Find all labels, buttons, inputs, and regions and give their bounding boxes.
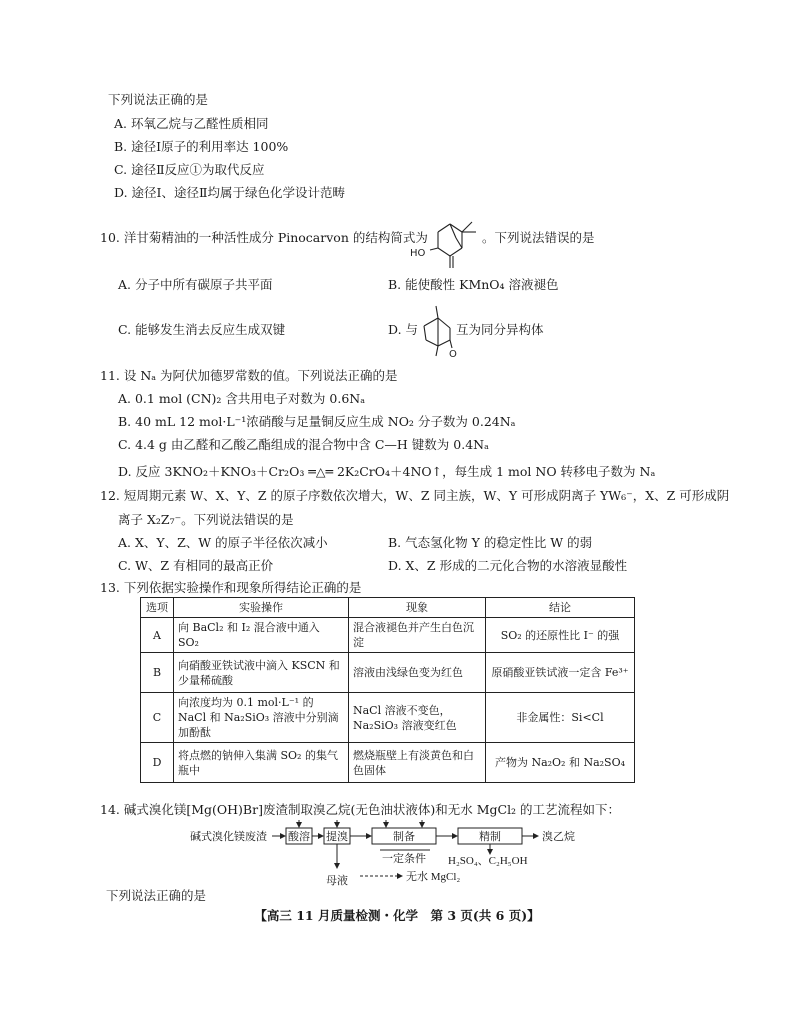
row-conclusion: 原硝酸亚铁试液一定含 Fe³⁺ (486, 653, 635, 693)
o-label: O (449, 349, 457, 358)
q11-option-c: C. 4.4 g 由乙醛和乙酸乙酯组成的混合物中含 C—H 键数为 0.4Nₐ (118, 437, 489, 452)
q10-stem-a: 10. 洋甘菊精油的一种活性成分 Pinocarvon 的结构简式为 (100, 230, 428, 245)
q12-option-c: C. W、Z 有相同的最高正价 (118, 558, 274, 573)
row-conclusion: 产物为 Na₂O₂ 和 Na₂SO₄ (486, 743, 635, 783)
isomer-structure-image (414, 300, 460, 358)
q9-option-a: A. 环氧乙烷与乙醛性质相同 (114, 116, 269, 131)
q10-option-c: C. 能够发生消去反应生成双键 (118, 322, 286, 337)
table-row (141, 618, 635, 653)
q12-stem-line2: 离子 X₂Z₇⁻。下列说法错误的是 (118, 512, 294, 527)
q11-option-d: D. 反应 3KNO₂＋KNO₃＋Cr₂O₃ ═△═ 2K₂CrO₄＋4NO↑，每生成 1 mol NO 转移电子数为 Nₐ (118, 464, 656, 479)
q10-option-d-b: 互为同分异构体 (456, 322, 544, 337)
row-conclusion: 非金属性：Si<Cl (486, 693, 635, 743)
row-label: D (141, 743, 174, 783)
row-operation: 向 BaCl₂ 和 I₂ 混合液中通入 SO₂ (174, 618, 349, 653)
q11-option-b: B. 40 mL 12 mol·L⁻¹浓硝酸与足量铜反应生成 NO₂ 分子数为 0.24Nₐ (118, 414, 516, 429)
q13-stem: 13. 下列依据实验操作和现象所得结论正确的是 (100, 580, 362, 595)
header-operation: 实验操作 (174, 598, 349, 618)
flow-start: 碱式溴化镁废渣 (190, 831, 267, 843)
flow-mother-liquor: 母液 (326, 875, 348, 886)
table-row (141, 693, 635, 743)
row-conclusion: SO₂ 的还原性比 I⁻ 的强 (486, 618, 635, 653)
flow-box4-label: 精制 (479, 831, 501, 843)
page-footer: 【高三 11 月质量检测・化学 第 3 页(共 6 页)】 (254, 908, 540, 923)
process-flow-diagram (190, 820, 620, 886)
row-phenomenon: NaCl 溶液不变色，Na₂SiO₃ 溶液变红色 (349, 693, 486, 743)
q9-prompt: 下列说法正确的是 (108, 92, 209, 107)
q9-option-d: D. 途径Ⅰ、途径Ⅱ均属于绿色化学设计范畴 (114, 185, 345, 200)
row-label: A (141, 618, 174, 653)
q9-option-b: B. 途径Ⅰ原子的利用率达 100% (114, 139, 289, 154)
row-operation: 向浓度均为 0.1 mol·L⁻¹ 的 NaCl 和 Na₂SiO₃ 溶液中分别滴加酚酞 (174, 693, 349, 743)
q14-stem: 14. 碱式溴化镁[Mg(OH)Br]废渣制取溴乙烷(无色油状液体)和无水 MgCl₂ 的工艺流程如下： (100, 802, 621, 817)
pinocarvone-structure-image (410, 212, 482, 270)
row-phenomenon: 燃烧瓶壁上有淡黄色和白色固体 (349, 743, 486, 783)
table-row (141, 653, 635, 693)
row-operation: 将点燃的钠伸入集满 SO₂ 的集气瓶中 (174, 743, 349, 783)
row-phenomenon: 溶液由浅绿色变为红色 (349, 653, 486, 693)
row-phenomenon: 混合液褪色并产生白色沉淀 (349, 618, 486, 653)
header-phenomenon: 现象 (349, 598, 486, 618)
ho-label: HO (410, 248, 426, 259)
flow-box2-label: 提溴 (326, 831, 348, 843)
row-label: C (141, 693, 174, 743)
flow-product: 溴乙烷 (542, 831, 575, 843)
flow-box1-label: 酸溶 (288, 831, 310, 843)
q11-option-a: A. 0.1 mol (CN)₂ 含共用电子对数为 0.6Nₐ (118, 391, 366, 406)
header-option: 选项 (141, 598, 174, 618)
q14-prompt: 下列说法正确的是 (106, 888, 207, 903)
flow-box3-label: 制备 (393, 831, 415, 843)
experiment-table (140, 597, 635, 783)
row-operation: 向硝酸亚铁试液中滴入 KSCN 和少量稀硫酸 (174, 653, 349, 693)
q9-option-c: C. 途径Ⅱ反应①为取代反应 (114, 162, 265, 177)
flow-anhydrous-mgcl2: 无水 MgCl₂ (406, 871, 461, 883)
q12-option-a: A. X、Y、Z、W 的原子半径依次减小 (118, 535, 328, 550)
flow-condition: 一定条件 (382, 853, 426, 865)
q10-option-b: B. 能使酸性 KMnO₄ 溶液褪色 (388, 277, 559, 292)
table-header-row (141, 598, 635, 618)
q12-stem-line1: 12. 短周期元素 W、X、Y、Z 的原子序数依次增大，W、Z 同主族，W、Y 可形成阴离子 YW₆⁻，X、Z 可形成阴 (100, 488, 730, 503)
q11-stem: 11. 设 Nₐ 为阿伏加德罗常数的值。下列说法正确的是 (100, 368, 398, 383)
q10-stem-b: 。下列说法错误的是 (482, 230, 595, 245)
table-row (141, 743, 635, 783)
header-conclusion: 结论 (486, 598, 635, 618)
flow-byproduct: H₂SO₄、C₂H₅OH (448, 855, 528, 867)
q12-option-d: D. X、Z 形成的二元化合物的水溶液显酸性 (388, 558, 628, 573)
q10-option-a: A. 分子中所有碳原子共平面 (118, 277, 273, 292)
q12-option-b: B. 气态氢化物 Y 的稳定性比 W 的弱 (388, 535, 593, 550)
q10-option-d-a: D. 与 (388, 322, 419, 337)
row-label: B (141, 653, 174, 693)
